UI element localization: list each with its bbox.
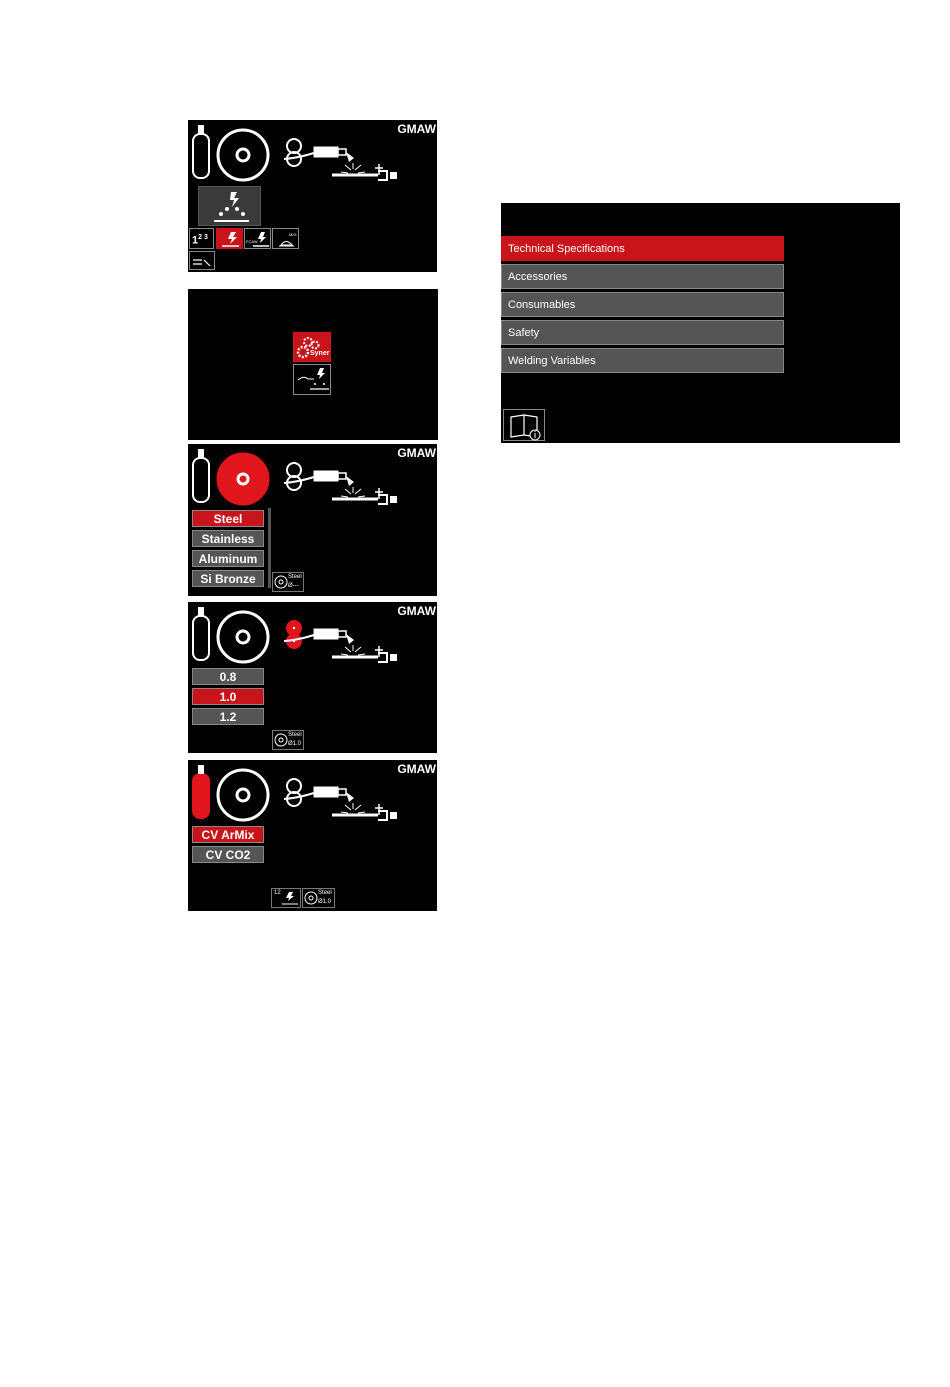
wire-status-indicator: Steel Ø--- bbox=[272, 572, 304, 592]
gas-option-cv-co2[interactable]: CV CO2 bbox=[192, 846, 264, 863]
diameter-option-1-2[interactable]: 1.2 bbox=[192, 708, 264, 725]
gas-cylinder-icon bbox=[193, 449, 209, 502]
mode-label: GMAW bbox=[397, 604, 436, 618]
menu-item-accessories[interactable]: Accessories bbox=[501, 264, 784, 289]
diameter-screen bbox=[188, 602, 437, 753]
mode-label: GMAW bbox=[397, 122, 436, 136]
material-screen bbox=[188, 444, 437, 596]
weld-process-icon bbox=[198, 186, 261, 226]
wire-status-indicator: Steel Ø1.0 bbox=[302, 888, 335, 908]
gas-screen bbox=[188, 760, 437, 911]
gas-cylinder-icon bbox=[193, 607, 209, 660]
wire-status-indicator: Steel Ø1.0 bbox=[272, 730, 304, 750]
material-option-si-bronze[interactable]: Si Bronze bbox=[192, 570, 264, 587]
material-list bbox=[188, 508, 271, 588]
diameter-option-0-8[interactable]: 0.8 bbox=[192, 668, 264, 685]
mode-label: GMAW bbox=[397, 446, 436, 460]
wire-spool-icon bbox=[218, 612, 268, 662]
drive-rolls-icon bbox=[287, 139, 301, 166]
gas-option-cv-armix[interactable]: CV ArMix bbox=[192, 826, 264, 843]
torch-icon bbox=[284, 147, 397, 180]
wire-spool-icon bbox=[218, 770, 268, 820]
torch-icon bbox=[284, 629, 397, 662]
drive-rolls-icon bbox=[287, 463, 301, 490]
wire-spool-icon bbox=[218, 454, 268, 504]
process-screen bbox=[188, 120, 437, 272]
mode-label: GMAW bbox=[397, 762, 436, 776]
synergic-screen bbox=[188, 289, 438, 440]
wire-spool-icon bbox=[218, 130, 268, 180]
drive-rolls-icon bbox=[287, 779, 301, 806]
back-arrow-icon[interactable] bbox=[189, 251, 215, 270]
synergic-label: Syner bbox=[310, 350, 330, 357]
smaw-process-button[interactable]: MIG bbox=[272, 228, 299, 249]
manual-book-icon[interactable] bbox=[503, 409, 545, 441]
material-option-stainless[interactable]: Stainless bbox=[192, 530, 264, 547]
drive-rolls-icon bbox=[287, 621, 301, 648]
torch-icon bbox=[284, 787, 397, 820]
menu-item-welding-variables[interactable]: Welding Variables bbox=[501, 348, 784, 373]
synergic-mode-button[interactable] bbox=[293, 332, 331, 362]
process-status-indicator: 12 bbox=[271, 888, 301, 908]
fcaw-process-button[interactable]: FCAW bbox=[244, 228, 271, 249]
gas-cylinder-icon bbox=[193, 765, 209, 818]
gmaw-process-button[interactable] bbox=[216, 228, 243, 249]
information-menu-screen bbox=[501, 203, 900, 443]
material-option-steel[interactable]: Steel bbox=[192, 510, 264, 527]
manual-mode-button[interactable] bbox=[293, 364, 331, 395]
material-option-aluminum[interactable]: Aluminum bbox=[192, 550, 264, 567]
diameter-option-1-0[interactable]: 1.0 bbox=[192, 688, 264, 705]
menu-item-consumables[interactable]: Consumables bbox=[501, 292, 784, 317]
torch-icon bbox=[284, 471, 397, 504]
sequence-button[interactable]: $1^{2 3}$ bbox=[189, 228, 214, 249]
gas-cylinder-icon bbox=[193, 125, 209, 178]
menu-item-safety[interactable]: Safety bbox=[501, 320, 784, 345]
menu-item-technical-specifications[interactable]: Technical Specifications bbox=[501, 236, 784, 261]
